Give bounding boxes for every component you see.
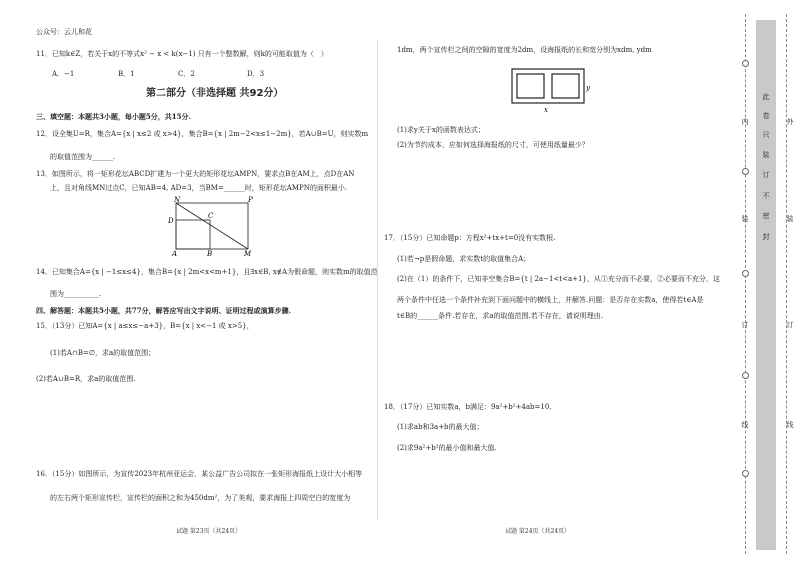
seal-char-1: 此 xyxy=(762,93,770,101)
seal-char-6: 不 xyxy=(762,192,770,200)
question-17-part2-line2: 两个条件中任选一个条件补充到下面问题中的横线上，并解答.问题：是否存在实数a，使得若t∈A是 xyxy=(397,296,704,304)
fig-label-d: D xyxy=(168,217,174,225)
question-12-line1: 12．设全集U=R，集合A={x | x≤2 或 x>4}，集合B={x | 2m−2<x≤1−2m}，若A∪B=U，则实数m xyxy=(36,130,369,138)
seal-char-4: 装 xyxy=(762,151,770,159)
question-18-part1: (1)求ab和3a+b的最大值； xyxy=(397,423,484,431)
q16-poster-figure xyxy=(506,66,596,116)
seal-char-7: 密 xyxy=(762,212,770,220)
fig-label-m: M xyxy=(244,250,252,257)
inner-char-4: 线 xyxy=(741,421,749,429)
section-4-heading: 四、解答题：本题共5小题，共77分，解答应写出文字说明、证明过程或演算步骤. xyxy=(36,306,292,315)
binding-hole xyxy=(742,470,749,477)
part2-title: 第二部分（非选择题 共92分） xyxy=(146,88,284,99)
column-divider xyxy=(377,40,378,520)
outer-char-2: 装 xyxy=(786,215,794,223)
question-15-part2: (2)若A∪B=R，求a的取值范围. xyxy=(36,375,136,383)
right-page-footer: 试题 第24页（共24页） xyxy=(505,528,571,535)
question-16-line1: 16．（15分）如图所示，为宣传2023年杭州亚运会，某公益广告公司拟在一张矩形海报纸上设计大小相等 xyxy=(36,470,363,478)
fig-label-y: y xyxy=(586,84,590,92)
question-14-line1: 14．已知集合A={x | −1≤x≤4}，集合B={x | 2m<x<m+1}，且∃x∈B, x∉A为假命题，则实数m的取值范 xyxy=(36,268,378,276)
section-3-heading: 三、填空题：本题共3小题，每小题5分，共15分. xyxy=(36,112,191,121)
q13-rectangle-figure xyxy=(168,195,260,257)
question-16-continuation: 1dm，两个宣传栏之间的空隙的宽度为2dm，设海报纸的长和宽分别为xdm, ydm xyxy=(397,46,652,54)
fig-label-p: P xyxy=(248,196,253,204)
question-18: 18．（17分）已知实数a，b满足：9a²+b²+4ab=10. xyxy=(384,403,552,411)
q11-option-d: D．3 xyxy=(247,70,265,78)
question-16-part2: (2)为节约成本，应如何选择海报纸的尺寸，可使用纸量最少？ xyxy=(397,141,589,149)
outer-char-3: 订 xyxy=(786,321,794,329)
fig-label-x: x xyxy=(544,106,548,114)
binding-hole xyxy=(742,372,749,379)
question-17-part2-line3: t∈B的______条件.若存在，求a的取值范围.若不存在，请说明理由. xyxy=(397,312,603,320)
fig-label-c: C xyxy=(208,212,214,220)
q11-option-c: C．2 xyxy=(178,70,195,78)
question-13-line1: 13．如图所示，将一矩形花坛ABCD扩建为一个更大的矩形花坛AMPN，要求点B在AM上，点D在AN xyxy=(36,170,355,178)
outer-char-1: 外 xyxy=(786,118,794,126)
q11-option-b: B．1 xyxy=(118,70,135,78)
seal-char-8: 封 xyxy=(762,233,770,241)
question-12-line2: 的取值范围为______. xyxy=(50,153,116,161)
header-note: 公众号：云儿和花 xyxy=(36,28,92,36)
seal-char-2: 卷 xyxy=(762,112,770,120)
question-15: 15．（13分）已知A={x | a≤x≤−a+3}，B={x | x<−1 或 x>5}， xyxy=(36,322,254,330)
inner-char-2: 装 xyxy=(741,215,749,223)
fig-label-n: N xyxy=(174,196,181,204)
left-page-footer: 试题 第23页（共24页） xyxy=(176,528,242,535)
fig-label-a: A xyxy=(172,250,178,257)
binding-hole xyxy=(742,270,749,277)
question-17-part1: (1)若¬p是假命题，求实数t的取值集合A； xyxy=(397,255,531,263)
question-18-part2: (2)求9a²+b²的最小值和最大值. xyxy=(397,444,497,452)
q11-option-a: A．−1 xyxy=(52,70,75,78)
inner-char-1: 内 xyxy=(741,118,749,126)
question-14-line2: 围为__________. xyxy=(50,290,102,298)
fig-label-b: B xyxy=(207,250,213,257)
question-17: 17．（15分）已知命题p：方程x²+tx+t=0没有实数根. xyxy=(384,234,556,242)
question-11: 11．已知k∈Z，若关于x的不等式x² − x < k(x−1) 只有一个整数解，则k的可能取值为（ ） xyxy=(36,50,328,58)
outer-char-4: 线 xyxy=(786,421,794,429)
seal-char-3: 只 xyxy=(762,131,770,139)
question-13-line2: 上，且对角线MN过点C，已知AB=4, AD=3，当BM=______时，矩形花坛AMPN的面积最小. xyxy=(50,184,348,192)
binding-dashed-line-outer xyxy=(786,14,787,554)
question-16-line2: 的左右两个矩形宣传栏，宣传栏的面积之和为450dm²，为了美观，要求海报上四周空白的宽度为 xyxy=(50,494,351,502)
question-16-part1: (1)求y关于x的函数表达式； xyxy=(397,126,485,134)
seal-char-5: 订 xyxy=(762,171,770,179)
binding-hole xyxy=(742,60,749,67)
binding-hole xyxy=(742,168,749,175)
question-15-part1: (1)若A∩B=∅，求a的取值范围； xyxy=(50,349,156,357)
question-17-part2-line1: (2)在（1）的条件下，已知非空集合B={t | 2a−1<t<a+1}，从①充分而不必要，②必要而不充分，这 xyxy=(397,275,720,283)
inner-char-3: 订 xyxy=(741,321,749,329)
